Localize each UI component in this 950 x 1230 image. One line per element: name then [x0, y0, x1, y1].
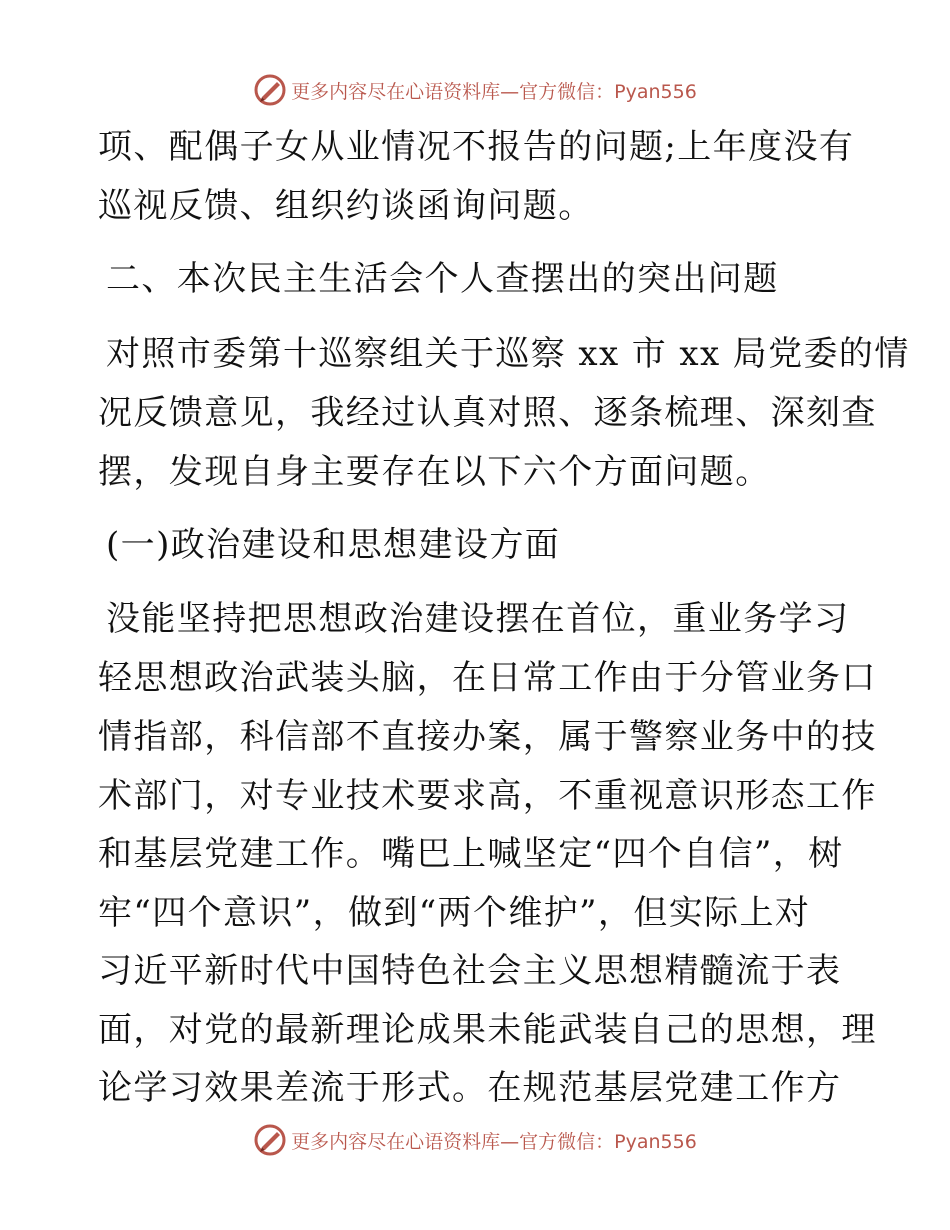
paragraph-line: 面，对党的最新理论成果未能武装自己的思想，理	[98, 1010, 877, 1050]
watermark-footer	[0, 1120, 950, 1160]
pen-logo-icon	[253, 1123, 287, 1157]
paragraph-line: 对照市委第十巡察组关于巡察 xx 市 xx 局党委的情	[106, 334, 910, 374]
section-heading: 二、本次民主生活会个人查摆出的突出问题	[106, 259, 779, 299]
paragraph-line: 牢“四个意识”，做到“两个维护”，但实际上对	[98, 893, 811, 933]
paragraph-line: 况反馈意见，我经过认真对照、逐条梳理、深刻查	[98, 393, 877, 433]
paragraph-line: 和基层党建工作。嘴巴上喊坚定“四个自信”，树	[98, 834, 844, 874]
paragraph-line: 情指部，科信部不直接办案，属于警察业务中的技	[98, 717, 877, 757]
paragraph-line: 轻思想政治武装头脑，在日常工作由于分管业务口	[98, 658, 877, 698]
watermark-text: 更多内容尽在心语资料库—官方微信：Pyan556	[291, 1130, 697, 1153]
paragraph-line: 项、配偶子女从业情况不报告的问题;上年度没有	[98, 127, 855, 167]
paragraph-line: 摆，发现自身主要存在以下六个方面问题。	[98, 452, 771, 492]
paragraph-line: 论学习效果差流于形式。在规范基层党建工作方	[98, 1068, 842, 1108]
paragraph-line: 巡视反馈、组织约谈函询问题。	[98, 186, 594, 226]
paragraph-line: 习近平新时代中国特色社会主义思想精髓流于表	[98, 951, 842, 991]
paragraph-line: 没能坚持把思想政治建设摆在首位，重业务学习	[106, 599, 850, 639]
subsection-heading: (一)政治建设和思想建设方面	[106, 525, 561, 565]
watermark-text: 更多内容尽在心语资料库—官方微信：Pyan556	[291, 80, 697, 103]
paragraph-line: 术部门，对专业技术要求高，不重视意识形态工作	[98, 776, 877, 816]
